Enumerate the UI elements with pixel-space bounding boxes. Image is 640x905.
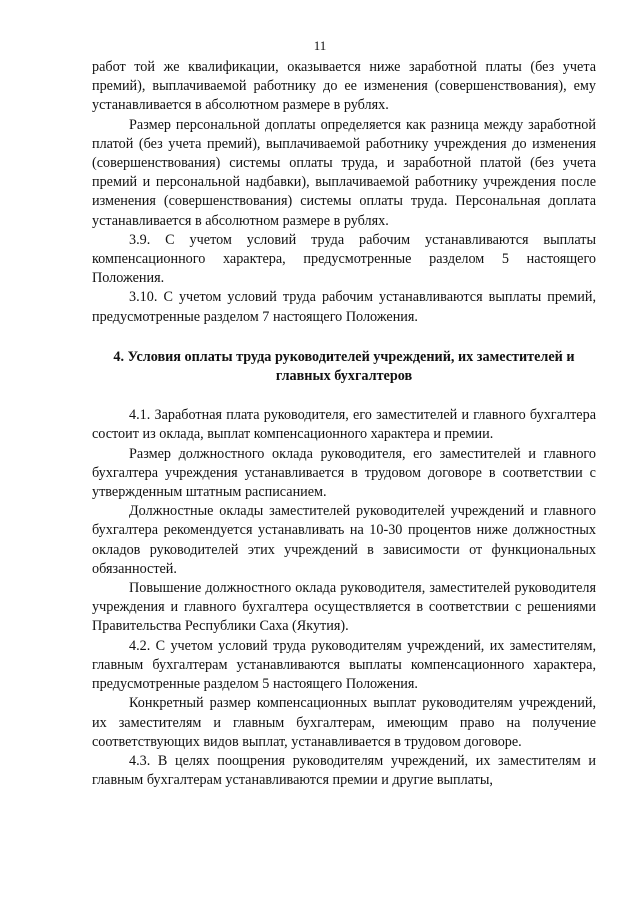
paragraph-salary-size: Размер должностного оклада руководителя, его заместителей и главного бухгалтера учреждения устанавливается в трудовом договоре в соответствии с утвержденным штатным расписанием. [92,445,596,501]
paragraph-compensation-size: Конкретный размер компенсационных выплат руководителям учреждений, их заместителям и главным бухгалтерам, имеющим право на получение соответствующих видов выплат, устанавливается в трудовом договоре. [92,695,596,750]
paragraph-personal-supplement: Размер персональной доплаты определяется как разница между заработной платой (без учета премий), выплачиваемой работнику учреждения до изменения (совершенствования) системы оплаты труда, и заработной платой (без учета премий и персональной надбавки), выплачиваемой работнику учреждения после изменения (совершенствования) системы оплаты труда. Персональная доплата устанавливается в абсолютном размере в рублях. [92,116,596,229]
page-number: 11 [313,38,327,53]
paragraph-3-10: 3.10. С учетом условий труда рабочим устанавливаются выплаты премий, предусмотренные разделом 7 настоящего Положения. [92,289,596,325]
document-body [92,58,596,790]
paragraph-3-9: 3.9. С учетом условий труда рабочим устанавливаются выплаты компенсационного характера, предусмотренные разделом 5 настоящего Положения. [92,231,596,287]
paragraph-4-2: 4.2. С учетом условий труда руководителям учреждений, их заместителям, главным бухгалтерам устанавливаются выплаты компенсационного характера, предусмотренные разделом 5 настоящего Положения. [92,637,596,693]
paragraph-continuation: работ той же квалификации, оказывается ниже заработной платы (без учета премий), выплачиваемой работнику до ее изменения (совершенствования), ему устанавливается в абсолютном размере в рублях. [92,59,596,114]
paragraph-salary-increase: Повышение должностного оклада руководителя, заместителей руководителя учреждения и главного бухгалтера осуществляется в соответствии с решениями Правительства Республики Саха (Якутия). [92,580,596,635]
section-heading: 4. Условия оплаты труда руководителей учреждений, их заместителей и главных бухгалтеров [113,348,575,385]
paragraph-4-3: 4.3. В целях поощрения руководителям учреждений, их заместителям и главным бухгалтерам устанавливаются премии и другие выплаты, [92,752,596,789]
paragraph-deputy-salaries: Должностные оклады заместителей руководителей учреждений и главного бухгалтера рекомендуется устанавливать на 10-30 процентов ниже должностных окладов руководителей этих учреждений в зависимости от функциональных обязанностей. [92,503,596,577]
spacer [92,386,596,406]
paragraph-4-1: 4.1. Заработная плата руководителя, его заместителей и главного бухгалтера состоит из оклада, выплат компенсационного характера и премии. [92,407,596,443]
spacer [92,327,596,348]
